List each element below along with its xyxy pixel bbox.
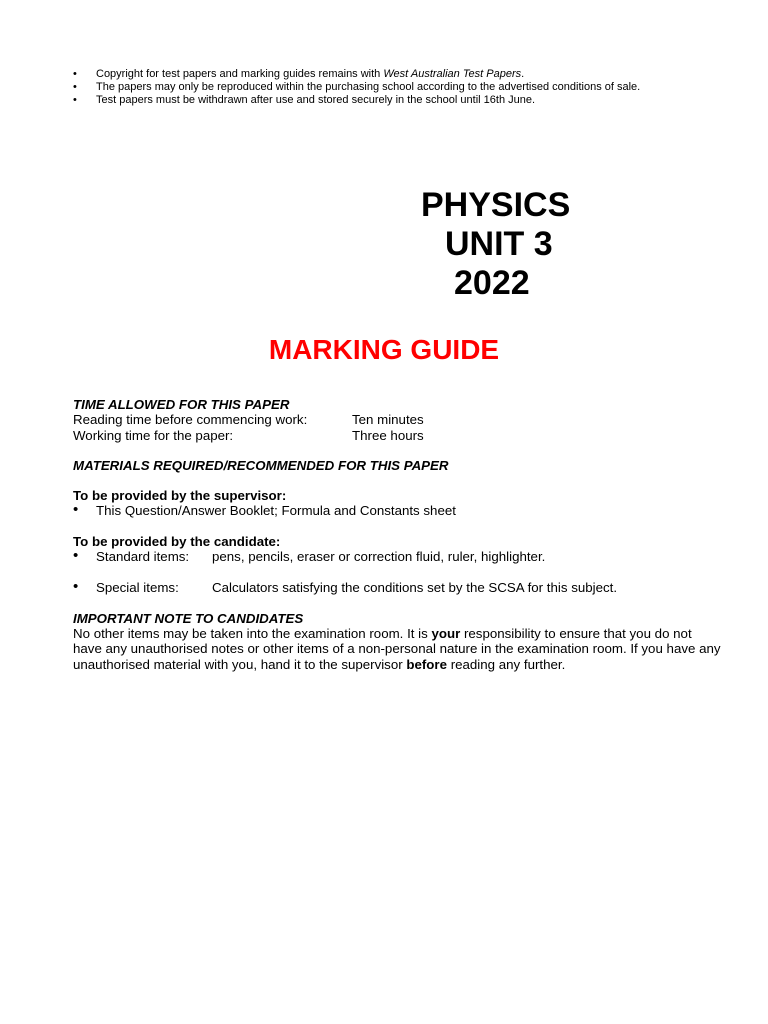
bullet-icon: •: [73, 81, 77, 93]
special-items: [73, 580, 723, 595]
notice-copyright-text: Copyright for test papers and marking guides remains with: [96, 68, 384, 80]
reading-time-row: [73, 412, 723, 427]
bullet-icon: •: [73, 94, 77, 106]
notice-reproduction-text: The papers may only be reproduced within the purchasing school according to the advertised conditions of sale.: [96, 81, 641, 93]
important-note-emphasis-your: your: [431, 625, 461, 641]
working-time-row: [73, 428, 723, 443]
paper-unit: UNIT 3: [445, 225, 553, 263]
special-items-value: Calculators satisfying the conditions set by the SCSA for this subject.: [212, 580, 618, 596]
special-items-label: Special items:: [96, 580, 179, 596]
time-allowed-heading: TIME ALLOWED FOR THIS PAPER: [73, 397, 290, 412]
paper-year: 2022: [454, 264, 530, 302]
notice-copyright-end: .: [521, 68, 525, 80]
reading-time-value: Ten minutes: [352, 412, 424, 428]
important-note-part3: reading any further.: [447, 656, 566, 672]
standard-items-value: pens, pencils, eraser or correction fluid, ruler, highlighter.: [212, 549, 546, 565]
important-note-emphasis-before: before: [406, 656, 447, 672]
notice-copyright-publisher: West Australian Test Papers: [383, 68, 522, 80]
notice-withdrawal-text: Test papers must be withdrawn after use and stored securely in the school until 16th June.: [96, 94, 536, 106]
paper-title-block: [400, 186, 600, 303]
candidate-heading: To be provided by the candidate:: [73, 533, 281, 549]
supervisor-heading: To be provided by the supervisor:: [73, 488, 287, 504]
important-note-part1: No other items may be taken into the examination room. It is: [73, 625, 432, 641]
standard-items: [73, 549, 723, 564]
bullet-icon: •: [73, 501, 79, 519]
paper-instructions: [73, 397, 723, 672]
bullet-icon: •: [73, 68, 77, 80]
bullet-icon: •: [73, 578, 79, 596]
marking-guide-heading: MARKING GUIDE: [268, 334, 500, 365]
important-note-text: [73, 626, 723, 672]
important-note-heading: IMPORTANT NOTE TO CANDIDATES: [73, 610, 304, 626]
bullet-icon: •: [73, 547, 79, 565]
working-time-value: Three hours: [352, 427, 424, 443]
reading-time-label: Reading time before commencing work:: [73, 412, 308, 428]
materials-heading: MATERIALS REQUIRED/RECOMMENDED FOR THIS PAPER: [73, 457, 449, 473]
notice-withdrawal: [73, 94, 733, 107]
supervisor-item: [73, 503, 723, 518]
paper-subject: PHYSICS: [421, 186, 571, 224]
standard-items-label: Standard items:: [96, 549, 190, 565]
important-note-part2: responsibility to ensure that you do not have any unauthorised notes or other items of a non-personal nature in the examination room. If you have any unauthorised material with you, hand it to the supervisor: [73, 625, 721, 672]
notice-reproduction: [73, 81, 733, 94]
notice-copyright: [73, 68, 733, 81]
supervisor-item-text: This Question/Answer Booklet; Formula and Constants sheet: [96, 503, 456, 519]
working-time-label: Working time for the paper:: [73, 427, 234, 443]
copyright-notices: [73, 68, 733, 107]
